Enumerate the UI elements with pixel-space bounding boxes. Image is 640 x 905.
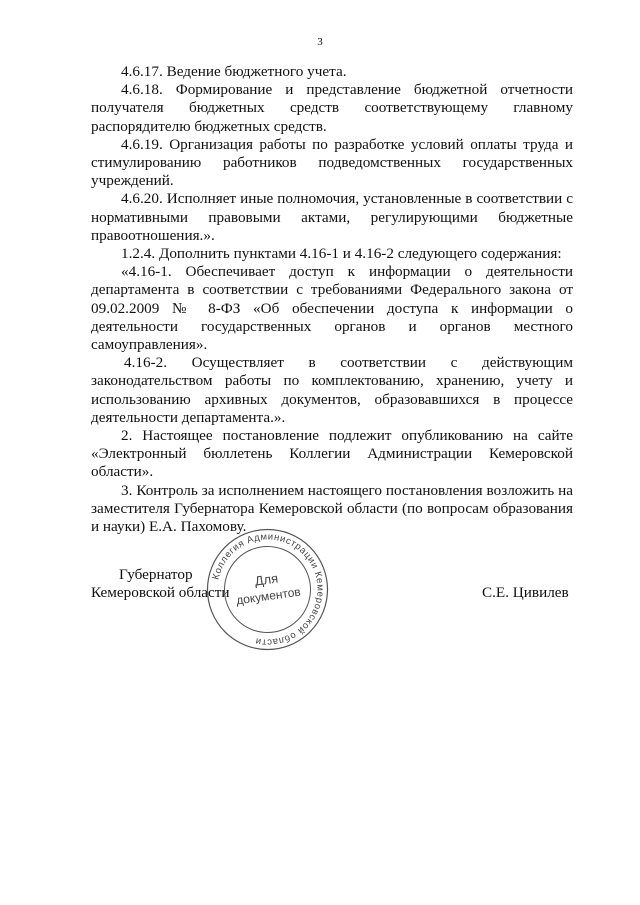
stamp-ring-text: Коллегия Администрации Кемеровской области <box>210 531 326 648</box>
stamp-center-line1: Для <box>253 570 280 589</box>
paragraph-3: 3. Контроль за исполнением настоящего постановления возложить на заместителя Губернатора Кемеровской области (по вопросам образования и науки) Е.А. Пахомову. <box>91 481 573 536</box>
paragraph-1-2-4: 1.2.4. Дополнить пунктами 4.16-1 и 4.16-2 следующего содержания: <box>121 245 562 263</box>
page-number: 3 <box>317 36 323 48</box>
paragraph-4-6-20: 4.6.20. Исполняет иные полномочия, установленные в соответствии с нормативными правовыми актами, регулирующими бюджетные правоотношения.». <box>91 190 573 244</box>
signature-title-line2: Кемеровской области <box>91 584 230 601</box>
official-stamp <box>205 527 330 652</box>
paragraph-4-6-17: 4.6.17. Ведение бюджетного учета. <box>121 63 347 80</box>
document-body <box>91 63 573 536</box>
signature-name: С.Е. Цивилев <box>482 584 569 601</box>
stamp-center-line2: документов <box>235 584 302 608</box>
paragraph-4-16-2: 4.16-2. Осуществляет в соответствии с действующим законодательством работы по комплектованию, хранению, учету и использованию архивных документов, образовавшихся в процессе деятельности департамента.». <box>91 354 573 426</box>
signature-title-line1: Губернатор <box>119 566 193 583</box>
paragraph-4-16-1: «4.16-1. Обеспечивает доступ к информации о деятельности департамента в соответствии с требованиями Федерального закона от 09.02.2009 № 8-ФЗ «Об обеспечении доступа к информации о деятельности государственных органов и органов местного самоуправления». <box>91 263 573 354</box>
paragraph-4-6-18: 4.6.18. Формирование и представление бюджетной отчетности получателя бюджетных средств соответствующему главному распорядителю бюджетных средств. <box>91 81 573 135</box>
paragraph-4-6-19: 4.6.19. Организация работы по разработке условий оплаты труда и стимулированию работников подведомственных государственных учреждений. <box>91 135 573 190</box>
paragraph-2: 2. Настоящее постановление подлежит опубликованию на сайте «Электронный бюллетень Коллегии Администрации Кемеровской области». <box>91 427 573 481</box>
